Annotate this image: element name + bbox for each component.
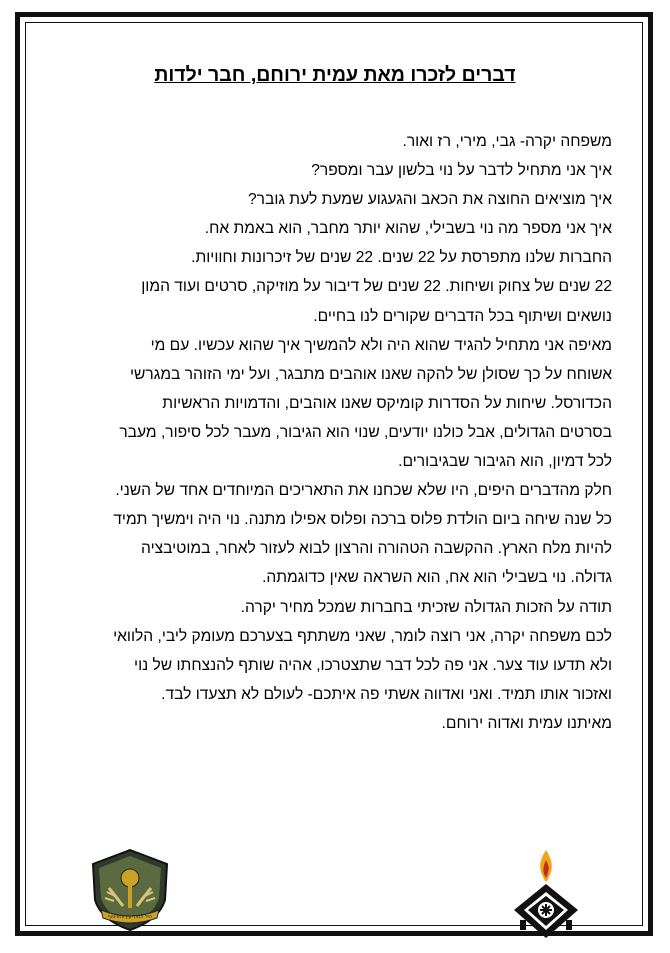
text-line: 22 שנים של צחוק ושיחות. 22 שנים של דיבור על מוזיקה, סרטים ועוד המון bbox=[141, 278, 612, 296]
text-line: איך אני מספר מה נוי בשבילי, שהוא יותר מחבר, הוא באמת אח. bbox=[204, 220, 612, 238]
text-line: חלק מהדברים היפים, היו שלא שכחנו את התאריכים המיוחדים אחד של השני. bbox=[115, 482, 612, 500]
text-line: משפחה יקרה- גבי, מירי, רז ואור. bbox=[402, 133, 612, 150]
border-corner-top-right bbox=[618, 27, 640, 49]
text-line: הכדורסל. שיחות על הסדרות קומיקס שאנו אוהבים, והדמויות הראשיות bbox=[162, 394, 612, 412]
text-line: החברות שלנו מתפרסת על 22 שנים. 22 שנים של זיכרונות וחוויות. bbox=[191, 249, 612, 267]
text-line: כל שנה שיחה ביום הולדת פלוס ברכה ופלוס אפילו מתנה. נוי היה וימשיך תמיד bbox=[113, 511, 612, 529]
text-line: ולא תדעו עוד צער. אני פה לכל דבר שתצטרכו, אהיה שותף להנצחתו של נוי bbox=[134, 656, 612, 674]
text-line: לכל דמיון, הוא הגיבור שבגיבורים. bbox=[398, 453, 612, 471]
eulogy-text bbox=[52, 127, 612, 738]
text-line: גדולה. נוי בשבילי הוא אח, הוא השראה שאין כדוגמתה. bbox=[262, 569, 612, 587]
text-line: בסרטים הגדולים, אבל כולנו יודעים, שנוי הוא הגיבור, מעבר לכל סיפור, מעבר bbox=[119, 423, 612, 441]
page-title: דברים לזכרו מאת עמית ירוחם, חבר ילדות bbox=[154, 64, 516, 86]
text-line: מאיתנו עמית ואדוה ירוחם. bbox=[441, 714, 612, 732]
border-corner-top-left bbox=[30, 27, 52, 49]
text-line: להיות מלח הארץ. ההקשבה הטהורה והרצון לבוא לעזור לאחר, במוטיבציה bbox=[141, 540, 612, 558]
text-line: תודה על הזכות הגדולה שזכיתי בחברות שמכל מחיר יקרה. bbox=[240, 598, 612, 616]
text-line: לכם משפחה יקרה, אני רוצה לומר, שאני משתתף בצערכם מעומק ליבי, הלוואי bbox=[113, 627, 612, 645]
text-line: אשוחח על כך שסולן של להקה שאנו אוהבים מתבגר, ועל ימי הזוהר במגרשי bbox=[129, 365, 612, 383]
text-line: מאיפה אני מתחיל להגיד שהוא היה ולא להמשיך איך שהוא עכשיו. עם מי bbox=[150, 336, 612, 354]
text-line: ואזכור אותו תמיד. ואני ואדווה אשתי פה איתכם- לעולם לא תצעדו לבד. bbox=[161, 685, 612, 703]
text-line: איך אני מתחיל לדבר על נוי בלשון עבר ומספר? bbox=[311, 162, 612, 180]
memorial-flame-emblem-icon bbox=[508, 848, 584, 940]
text-line: נושאים ושיתוף בכל הדברים שקורים לנו בחיים. bbox=[313, 307, 612, 325]
text-line: איך מוציאים החוצה את הכאב והגעגוע שמעת לעת גובר? bbox=[247, 191, 612, 209]
emblem-left-label: חיל המודיעין והאיסוף bbox=[107, 914, 153, 920]
military-unit-emblem-icon bbox=[87, 848, 173, 932]
